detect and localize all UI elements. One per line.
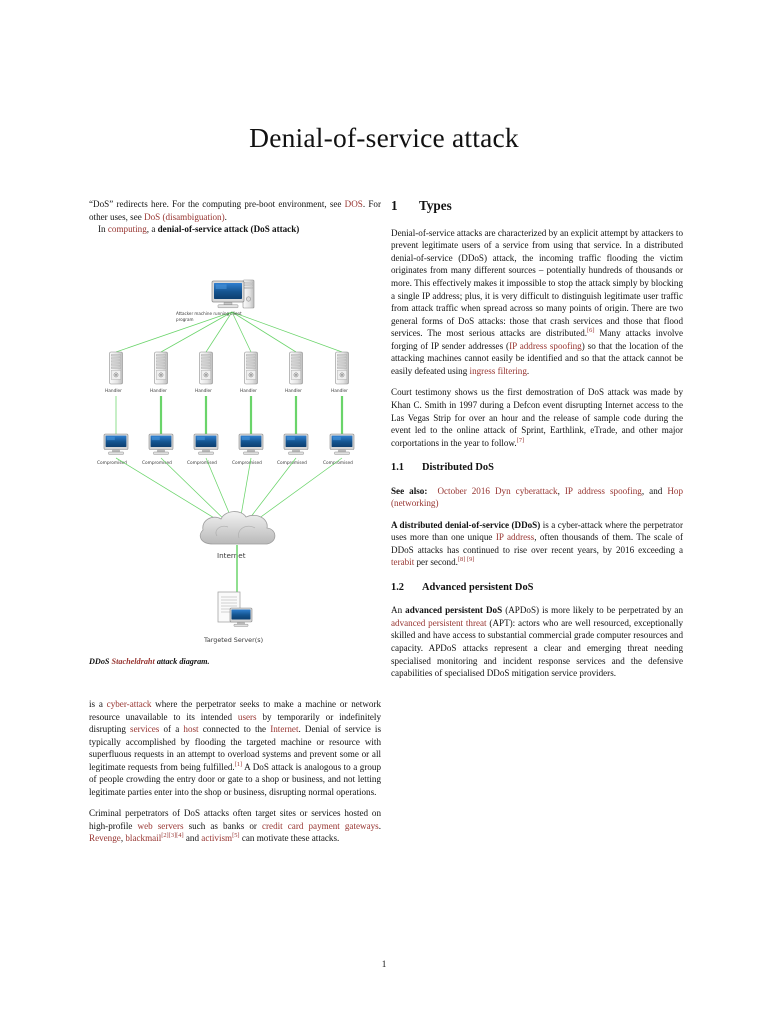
apdos-text-1: An (391, 605, 406, 616)
attacker-to-handler-links (116, 312, 342, 352)
link-october-2016-dyn-cyberattack[interactable]: October 2016 Dyn cyberattack (437, 485, 558, 496)
definition-paragraph (89, 698, 381, 798)
handler-label-2: Handler (150, 389, 167, 394)
compromised-label-3: Compromised (187, 461, 217, 466)
section-title-12: Advanced persistent DoS (422, 581, 534, 593)
apdos-term-bold: advanced persistent DoS (405, 605, 503, 616)
def-text-5: connected to the (198, 724, 271, 735)
caption-text-2: attack diagram. (154, 657, 210, 666)
compromised-label-1: Compromised (97, 461, 127, 466)
link-ip-address-spoofing[interactable]: IP address spoofing (509, 340, 582, 351)
ddos-term-bold: A distributed denial-of-service (DDoS) (391, 519, 541, 530)
types-text-3: ) so that the location of the attacking machines cannot easily be identified and so that the attack cannot be easily defeated using (391, 340, 683, 376)
court-testimony-paragraph (391, 386, 683, 449)
left-column (89, 198, 381, 245)
link-revenge[interactable]: Revenge (89, 833, 121, 844)
link-blackmail[interactable]: blackmail (125, 833, 162, 844)
ddos-network-diagram (89, 268, 381, 656)
compromised-label-4: Compromised (232, 461, 262, 466)
handler-label-4: Handler (240, 389, 257, 394)
link-activism[interactable]: activism (201, 833, 233, 844)
compromised-label-6: Compromised (323, 461, 353, 466)
handler-label-5: Handler (285, 389, 302, 394)
link-ip-address[interactable]: IP address (495, 532, 535, 543)
link-host[interactable]: host (183, 724, 199, 735)
see-also-label: See also: (391, 485, 428, 496)
handler-nodes (110, 352, 349, 384)
figure-caption (89, 657, 381, 666)
def-text-3: by temporarily or indefinitely disrupting (89, 711, 381, 735)
handler-label-6: Handler (331, 389, 348, 394)
def-text-1: is a (89, 699, 107, 709)
link-cyber-attack[interactable]: cyber-attack (106, 699, 152, 709)
section-number-12: 1.2 (391, 581, 404, 593)
lead-term-bold: denial-of-service attack (DoS attack) (157, 224, 300, 235)
link-web-servers[interactable]: web servers (137, 820, 184, 831)
link-users[interactable]: users (237, 711, 257, 722)
page-title: Denial-of-service attack (249, 122, 519, 154)
attacker-label-line1: Attacker machine running client (176, 311, 242, 316)
types-text-4: . (526, 365, 530, 376)
section-number-1: 1 (391, 198, 398, 213)
types-paragraph (391, 227, 683, 378)
lead-paragraph (89, 223, 381, 236)
reference-5[interactable]: [5] (232, 832, 240, 840)
section-number-11: 1.1 (391, 462, 404, 474)
link-advanced-persistent-threat[interactable]: advanced persistent threat (391, 617, 487, 628)
link-dos[interactable]: DOS (344, 199, 363, 209)
link-terabit[interactable]: terabit (391, 557, 415, 568)
reference-7[interactable]: [7] (516, 436, 525, 444)
handler-label-1: Handler (105, 389, 122, 394)
section-heading-types (391, 198, 683, 214)
link-dos-disambiguation[interactable]: DoS (disambiguation) (144, 211, 225, 222)
target-label: Targeted Server(s) (204, 636, 264, 644)
section-title-11: Distributed DoS (422, 462, 494, 474)
crim-text-2: such as banks or (183, 820, 262, 831)
internet-label: Internet (217, 551, 246, 560)
compromised-machine-nodes (104, 434, 354, 454)
link-services[interactable]: services (130, 724, 160, 735)
handler-label-3: Handler (195, 389, 212, 394)
link-stacheldraht[interactable]: Stacheldraht (111, 657, 155, 666)
crim-text-1: Criminal perpetrators of DoS attacks often target sites or services hosted on high-profile (89, 808, 381, 831)
apdos-text-3: (APT): actors who are well resourced, exceptionally skilled and have access to substantial commercial grade computer resources and capacity. APDoS attacks represent a clear and emerging threat needing specialised monitoring and incident response services and the defensive capabilities of specialised DDoS mitigation service providers. (391, 617, 683, 679)
caption-text-1: DDoS (89, 657, 112, 666)
reference-2-3-4[interactable]: [2][3][4] (161, 832, 184, 840)
link-internet[interactable]: Internet (270, 724, 299, 735)
def-text-6: . Denial of service is typically accomplished by flooding the targeted machine or resource with superfluous requests in an attempt to overload systems and prevent some or all legitimate requests from being fulfilled. (89, 724, 382, 772)
ddos-diagram-figure (89, 268, 381, 668)
reference-8-9[interactable]: [8] [9] (457, 556, 475, 564)
lead-text-1: In (98, 224, 108, 235)
see-also-line (391, 485, 683, 510)
reference-6[interactable]: [6] (587, 327, 595, 335)
ddos-paragraph (391, 519, 683, 569)
handler-to-compromised-links (116, 396, 342, 436)
seealso-sep-1: , (557, 485, 565, 496)
ddos-text-2: , often thousands of them. The scale of DDoS attacks has continued to rise over recent years, by 2016 exceeding a (391, 532, 683, 555)
types-text-2: Many attacks involve forging of IP sender addresses ( (391, 328, 683, 351)
crim-text-3: . (378, 820, 382, 831)
def-text-7: A DoS attack is analogous to a group of people crowding the entry door or gate to a shop or business, and not letting legitimate parties enter into the shop or business, disrupting normal operations. (89, 761, 381, 797)
section-heading-distributed-dos (391, 462, 683, 474)
reference-1[interactable]: [1] (234, 760, 243, 768)
page-number: 1 (381, 959, 387, 969)
link-ingress-filtering[interactable]: ingress filtering (469, 365, 527, 376)
left-column-lower (89, 698, 381, 854)
apdos-text-2: (APDoS) is more likely to be perpetrated by an (502, 605, 683, 616)
attacker-machine-node (212, 280, 254, 308)
crim-text-6: can motivate these attacks. (239, 833, 340, 844)
link-computing[interactable]: computing (107, 224, 147, 235)
def-text-2: where the perpetrator seeks to make a machine or network resource unavailable to its intended (89, 699, 382, 722)
hatnote-text-1: “DoS” redirects here. For the computing pre-boot environment, see (89, 199, 345, 209)
ddos-text-3: per second. (414, 557, 458, 568)
crim-text-4: , (120, 833, 126, 844)
handler-labels (105, 388, 348, 394)
compromised-labels (97, 460, 353, 466)
hatnote-text-3: . (224, 211, 227, 222)
ddos-text-1: is a cyber-attack where the perpetrator uses more than one unique (391, 519, 683, 543)
lead-text-2: , a (146, 224, 158, 235)
def-text-4: of a (159, 724, 184, 735)
link-ip-address-spoofing-2[interactable]: IP address spoofing (564, 485, 642, 496)
types-text-1: Denial-of-service attacks are characterized by an explicit attempt by attackers to prevent legitimate users of a service from using that service. In a distributed denial-of-service (DDoS) attack, the incoming traffic flooding the victim originates from many different sources – potentially hundreds of thousands or more. This effectively makes it impossible to stop the attack simply by blocking a single IP address; plus, it is very difficult to distinguish legitimate user traffic from attack traffic when spread across so many points of origin. There are two general forms of DoS attacks: those that crash services and those that flood services. The most serious attacks are distributed. (391, 227, 683, 339)
section-title-1: Types (419, 198, 452, 213)
right-column (391, 198, 683, 689)
compromised-label-2: Compromised (142, 461, 172, 466)
court-text-1: Court testimony shows us the first demostration of DoS attack was made by Khan C. Smith in 1997 during a Defcon event disrupting Internet access to the Las Vegas Strip for over an hour and the release of sample code during the event led to the online attack of Sprint, Earthlink, eTrade, and other major corportations in the year to follow. (391, 387, 683, 448)
crim-text-5: and (183, 833, 202, 844)
targeted-server-node (218, 592, 252, 626)
apdos-paragraph (391, 604, 683, 679)
section-heading-advanced-persistent-dos (391, 582, 683, 594)
criminal-perpetrators-paragraph (89, 807, 381, 845)
attacker-label-line2: program (176, 317, 194, 322)
compromised-label-5: Compromised (277, 461, 307, 466)
hatnote-paragraph (89, 198, 381, 223)
link-credit-card-payment-gateways[interactable]: credit card payment gateways (261, 820, 379, 831)
seealso-sep-2: , and (641, 485, 668, 496)
link-hop-networking[interactable]: Hop (networking) (391, 485, 683, 509)
hatnote-text-2: . For other uses, see (89, 199, 381, 222)
